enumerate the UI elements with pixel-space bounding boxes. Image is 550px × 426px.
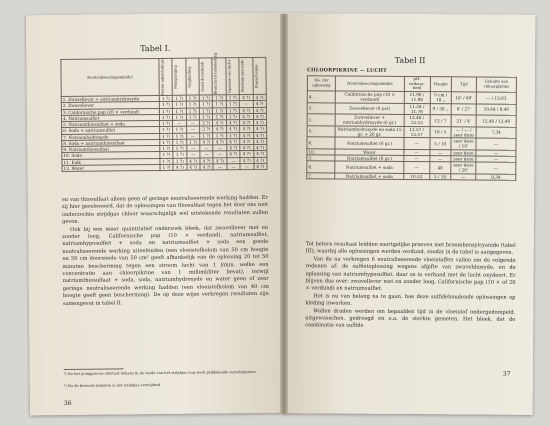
table-cell: 4 ?) [227, 145, 240, 151]
table-cell: — [476, 156, 516, 163]
right-paragraph-1: Tot betere resultaat leidden soortgelijke proeven met broombenzylcyanide (tabel III), waarbij alle oplossingen werden verdund, zoodat in de tabel is aangegeven. [305, 241, 516, 257]
table-cell: 5 cm / 18 ,, [430, 92, 452, 104]
table-2-title: Tabel II [394, 55, 426, 66]
table-cell: 7. Natriumhydroxyde [62, 133, 160, 140]
table-cell: — [200, 151, 213, 157]
table-cell: 4 ?) [240, 107, 253, 113]
table-cell: 5. [307, 125, 335, 137]
table-cell: 4 ?) [200, 164, 213, 170]
table-cell: 1 ?) [160, 139, 173, 145]
table-cell: 4 ?) [240, 144, 253, 150]
table-cell: 1 ?) [226, 95, 239, 101]
table-cell: 5 / 10 [430, 138, 452, 150]
table-cell: 8. Soda + natriumthiosulfaat [62, 139, 160, 146]
table-header-cell: Neutraliseeringsmiddel [336, 76, 405, 92]
table-2 [306, 75, 517, 180]
table-cell: 11.98 / 11.98 [404, 92, 430, 104]
table-header-cell [226, 58, 240, 95]
table-cell: 1 ?) [186, 139, 199, 145]
left-body-text [62, 195, 269, 308]
table-cell: — [403, 162, 429, 174]
table-cell: — [451, 173, 476, 179]
table-cell: — [186, 133, 199, 139]
table-header-label: Oogbinding [187, 66, 192, 88]
table-cell: 10,64 / 9,46 [476, 104, 516, 116]
table-header-label: Opname van lucht [227, 59, 232, 93]
table-cell: 1 ?) [173, 133, 186, 139]
table-header-cell: pH-vatbaar-heid [404, 76, 430, 91]
left-page [26, 13, 288, 416]
table-cell: 4 ?) [240, 113, 253, 119]
table-header-cell [199, 58, 213, 95]
table-cell: — [404, 149, 430, 155]
left-paragraph-1: en van thiosulfaat alleen geen of geringe neutraliseerende werking hadden. Er zij hier gereleveerd, dat de oplossingen van thiosulfaat tegen het door ons niet onderzochte strijdgas chloor waarschijnlijk wel uitstekende resultaten zullen geven. [61, 194, 269, 226]
table-cell: 1 ?) [199, 95, 212, 101]
book-gutter [280, 14, 288, 414]
table-cell: — [200, 145, 213, 151]
table-header-label: Goed doordrenk [200, 61, 205, 92]
table-cell: 4 ?) [186, 158, 199, 164]
table-cell: 1 ?) [226, 101, 239, 107]
table-cell: — [173, 120, 186, 126]
table-cell: 1 ?) [199, 114, 212, 120]
table-cell: 1 ?) [186, 101, 199, 107]
table-header-cell [159, 58, 173, 95]
table-cell: — [213, 164, 226, 170]
table-cell: 12 / 7 [430, 115, 452, 127]
table-cell: zeer deze / 10' [451, 138, 476, 150]
table-1 [60, 52, 267, 172]
table-cell: 5. Natriumthiosulfaat + soda [62, 120, 160, 127]
table-cell: — [476, 150, 516, 157]
table-cell: 10.52 [403, 173, 429, 179]
table-cell: — [213, 145, 226, 151]
table-cell: — / 13,63 [476, 92, 516, 104]
table-cell: — [476, 138, 516, 150]
table-cell: 1 ?) [226, 107, 239, 113]
table-cell: 18 / 5 [430, 126, 452, 138]
table-cell: 1 ?) [160, 164, 173, 170]
table-cell: zeer deze / 20' [451, 162, 476, 174]
table-header-label: Maagzinging [173, 64, 178, 89]
table-cell: Natriumsulfiet (6 gr.) [335, 137, 404, 149]
table-header-cell [239, 57, 253, 94]
table-cell: 1 ?) [159, 127, 172, 133]
table-cell: 4 ?) [213, 157, 226, 163]
footnote-1: ¹) Na het pompproces ontstaat telkens in de verde van het strijdgas nog sterk prikkelende verschijnselen. [63, 369, 257, 376]
table-cell: 4 ?) [240, 157, 253, 163]
table-cell: 4 ?) [253, 138, 267, 144]
table-header-cell [252, 57, 266, 94]
table-cell: — [240, 163, 253, 169]
left-page-number: 36 [63, 399, 72, 407]
table-cell: 4 ?) [213, 126, 226, 132]
table-cell: 1 ?) [213, 107, 226, 113]
table-header-cell: Gehalte aan chloorpikrine [476, 77, 516, 92]
table-cell: 12. Water [62, 164, 160, 171]
table-cell: 4. Natriumsulfiet [61, 114, 159, 121]
table-cell: 48 [429, 162, 451, 174]
table-cell: 1 ?) [213, 132, 226, 138]
table-cell: 2 ?) [200, 126, 213, 132]
left-paragraph-2: Ook bij een meer quantitatief onderzoek bleek, dat zwavellever met en zonder loog, Californische pap (10 × verdund), natriumsulfiet, natriumhyposulfiet + soda en natriumsulfiet + soda een goede neutraliseerende werking uitoefenden (een vloeistofkolom van 50 cm hoogte en 50 cm doorsnede van 50 cm² geeft afhankelijk van de oplossing 20 tot 50 minuten bescherming tegen een stroom lucht van 1 l/min. welke een concentratie aan chloorpikrine van 1 milliml/liter bevat), terwijl natriumthiosulfaat + soda, soda, natriumhydroxyde en water geen of zeer geringe neutraliseerende werking hadden (een vloeistofkolom van 40 cm hoogte geeft geen bescherming). De op deze wijze verkregen resultaten zijn samengevat in tabel II. [62, 224, 269, 307]
table-cell: zeer deze [451, 149, 476, 155]
table-cell: 4 ?) [213, 120, 226, 126]
table-cell: Zwavellever (8 pct) [335, 103, 404, 115]
table-cell: 1 ?) [173, 126, 186, 132]
table-cell: Californische pap (10 × verdund) [336, 91, 405, 103]
table-cell: 10. Soda [62, 152, 160, 159]
table-cell: 18' / 60' [451, 92, 476, 104]
footnote-2: ²) Na de bewuste minuten is het strijdgas verwijderd. [63, 382, 162, 388]
table-cell: Natriumsulfiet + soda [335, 161, 404, 173]
table-cell: 4 ?) [226, 126, 239, 132]
table-cell: 3. Californische pap (20 × verdund) [61, 108, 159, 115]
table-cell: 1 ?) [173, 151, 186, 157]
table-cell: 1. [307, 114, 335, 126]
table-row [307, 172, 516, 180]
table-cell: — [227, 163, 240, 169]
table-cell: — [186, 151, 199, 157]
table-cell: Natriumsulfiet + soda [335, 173, 403, 180]
table-1-title: Tabel I. [140, 43, 171, 54]
table-cell: Natriumsulfiet (6 gr.) [335, 155, 403, 162]
table-cell: — [213, 151, 226, 157]
table-header-cell [212, 52, 226, 95]
table-cell: 8. [307, 161, 335, 173]
table-cell: 1 ?) [159, 114, 172, 120]
table-cell: 4 ?) [240, 138, 253, 144]
table-cell: 1 ?) [213, 114, 226, 120]
table-cell: — [239, 101, 252, 107]
table-header-cell: Tijd [451, 77, 476, 92]
table-cell: 1 ?) [173, 158, 186, 164]
footnote-rule [64, 368, 124, 369]
table-cell: 3. [307, 155, 335, 161]
table-cell: — [186, 120, 199, 126]
table-header-label: Boven-ademhalings- [160, 58, 165, 95]
table-cell: 12.57 / 12.57 [404, 126, 430, 138]
table-cell: 1 ?) [173, 101, 186, 107]
table-cell: 1 ?) [173, 114, 186, 120]
table-cell: 1 ?) [173, 108, 186, 114]
table-cell: 4 ?) [253, 144, 267, 150]
table-header-label: Bronchi-troosbelasting [213, 52, 219, 95]
table-cell: 12.46 / 12.53 [404, 115, 430, 127]
table-cell: 4 ?) [227, 151, 240, 157]
right-page [283, 13, 536, 415]
table-header-cell: Neutraliseeringsmiddel [61, 58, 159, 96]
table-cell: — [430, 149, 451, 155]
table-header-label: Natrium-peroxide [240, 59, 245, 93]
table-cell: 4 ?) [187, 164, 200, 170]
table-cell: 1 ?) [159, 120, 172, 126]
table-cell: 7,34 [476, 127, 516, 139]
table-cell: 4 ?) [240, 126, 253, 132]
table-cell: 21' / 4' [451, 115, 476, 127]
table-cell: 1 ?) [159, 108, 172, 114]
right-paragraph-3: Het is nu van belang na te gaan, hoe deze sulfidehoudende oplossingen op kleding inwerken. [305, 293, 516, 307]
table-cell: 4 ?) [240, 151, 253, 157]
table-cell: 9. Natriumthiosulfaat [62, 145, 160, 152]
table-cell: Water [335, 149, 403, 156]
table-cell: 4 ?) [254, 163, 268, 169]
right-body-text [305, 241, 516, 331]
table-cell: 4 ?) [200, 139, 213, 145]
table-cell: 4 ?) [253, 151, 267, 157]
table-cell: 10. [307, 148, 335, 154]
right-paragraph-4: Wollen draden werden om bepaalden tijd in de vloeistof ondergedompeld, uitgewasschen, gedroogd en o.a. de sterkte gemeten. Het bleek, dat de combinatie van sulfide [305, 307, 516, 330]
table-row [62, 163, 267, 171]
table-cell: 9,34 [476, 174, 516, 181]
table-cell: — [429, 156, 450, 162]
table-cell: 2. Zwavellever [61, 102, 159, 109]
table-cell: 6' / 27' [451, 103, 476, 115]
table-cell: Zwavellever + natriumhydroxyde (6 gr.) [335, 114, 404, 126]
table-2-subtitle: CHLOORPIKRINE — LUCHT [306, 67, 387, 74]
table-header-cell [172, 58, 186, 95]
table-cell: 1 ?) [172, 95, 185, 101]
table-cell: 1 ?) [173, 145, 186, 151]
table-cell: — [404, 138, 430, 150]
table-cell: 4 ?) [226, 120, 239, 126]
table-cell: 1 ?) [159, 102, 172, 108]
table-cell: 4 ?) [200, 157, 213, 163]
table-header-cell: No. der oplossing [307, 76, 335, 91]
table-cell: 1 ?) [186, 95, 199, 101]
table-cell: — [227, 157, 240, 163]
table-cell: zeer deze [451, 156, 476, 162]
table-cell: 4 ?) [253, 94, 267, 100]
table-cell: 1. Zwavellever + natriumhydroxyde [61, 95, 159, 102]
table-header-label: Kauwchemie- [253, 63, 259, 89]
table-cell: 11. Kalk [62, 158, 160, 165]
table-cell: 4 ?) [226, 138, 239, 144]
table-cell: 1 ?) [159, 95, 172, 101]
table-header-cell: Hoogte [430, 77, 452, 92]
table-cell: 6. Soda + natriumsulfiet [62, 127, 160, 134]
table-cell: 4. [307, 91, 335, 103]
table-cell: 4 ?) [240, 132, 253, 138]
table-cell: 4 ?) [253, 132, 267, 138]
table-cell: — [404, 155, 430, 161]
table-cell: — [476, 162, 516, 174]
table-cell: 1 ?) [186, 114, 199, 120]
table-cell: 11.26 / 11.76 [404, 103, 430, 115]
table-cell: 4 ?) [253, 119, 267, 125]
table-cell: 4 ?) [173, 164, 186, 170]
table-cell: — [186, 145, 199, 151]
right-page-number: 37 [502, 370, 511, 378]
table-cell: 4 ?) [213, 139, 226, 145]
table-cell: 4 ?) [253, 107, 267, 113]
table-cell: 4 ?) [253, 126, 267, 132]
table-cell: 4 ?) [253, 157, 267, 163]
right-paragraph-2: Van de nu verkregen 6 neutraliseerende vloeistoffen vallen om de volgende redenen af: de sulfietoplossing wegens afgifte van zwaveldioxyde, en de oplossing van natriumhyposulfiet, daar ze in verband met de lucht oxydeert. Er blijven dus over: zwavellever met en zonder loog, Californische pap (10 × of 20 × verdund) en natriumsulfiet. [305, 256, 516, 293]
table-cell: 1 ?) [226, 132, 239, 138]
table-cell: Natriumhydroxyde en soda 15 gr. + 20 gr. [335, 126, 404, 138]
table-cell: 1 ?) [213, 95, 226, 101]
table-cell: 12,46 / 12,46 [476, 115, 516, 127]
table-cell: 5 / 18 [429, 173, 450, 179]
table-cell: 4 ?) [240, 119, 253, 125]
table-cell: 1 ?) [159, 133, 172, 139]
table-cell: — / — / zeer deze [451, 126, 476, 138]
table-cell: 7. [307, 172, 335, 178]
table-cell: 2 ?) [199, 120, 212, 126]
table-cell: 4 ?) [239, 94, 252, 100]
table-cell: 9 / 30 ,, [430, 103, 452, 115]
table-cell: 4 ?) [253, 113, 267, 119]
table-header-cell [185, 58, 199, 95]
open-book [18, 14, 534, 418]
table-cell: 1 ?) [199, 101, 212, 107]
table-cell: 6. [307, 137, 335, 149]
table-cell: 1 ?) [213, 101, 226, 107]
table-cell: 1 ?) [160, 145, 173, 151]
table-cell: 4 ?) [253, 101, 267, 107]
table-cell: 1 ?) [226, 113, 239, 119]
table-cell: 1 ?) [200, 132, 213, 138]
table-cell: — [186, 126, 199, 132]
table-cell: 1 ?) [173, 139, 186, 145]
table-cell: 1 ?) [160, 158, 173, 164]
table-cell: 1 ?) [186, 108, 199, 114]
table-cell: 1 ?) [160, 152, 173, 158]
table-cell: 2. [307, 102, 335, 114]
table-cell: 1 ?) [199, 107, 212, 113]
